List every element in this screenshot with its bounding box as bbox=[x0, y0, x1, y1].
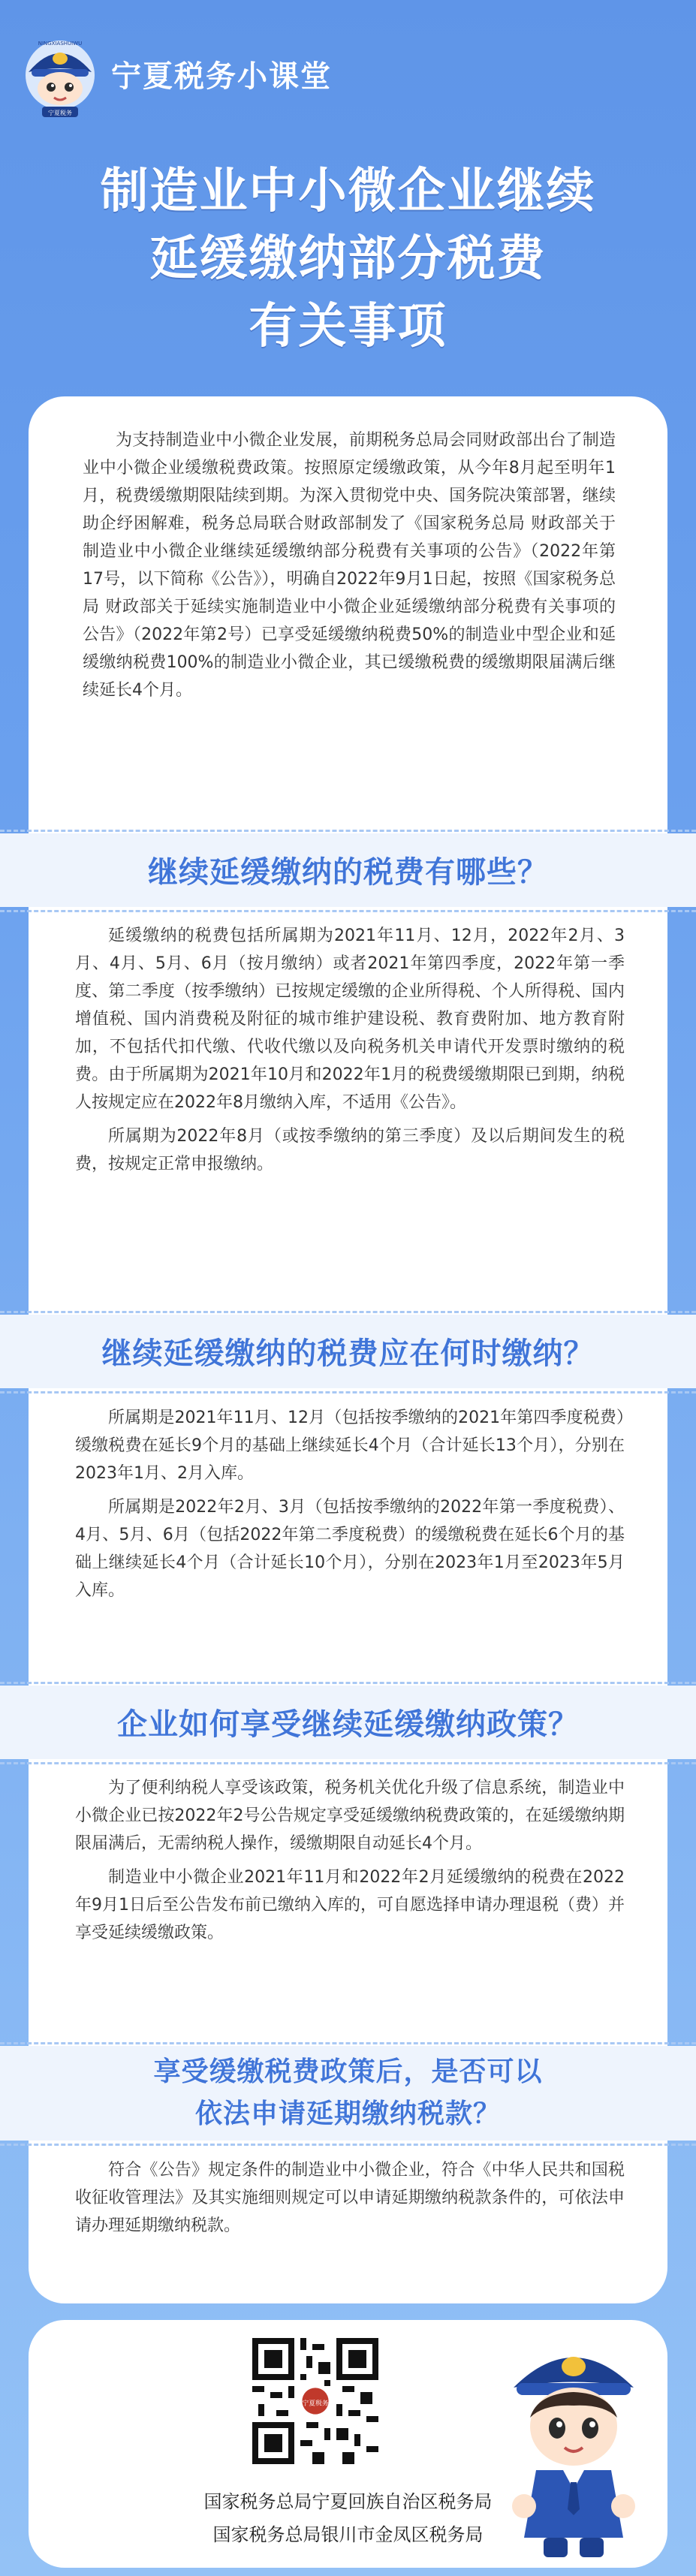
section-2-title: 继续延缓缴纳的税费应在何时缴纳？ bbox=[101, 1336, 595, 1371]
section-3-paragraph: 为了便利纳税人享受该政策，税务机关优化升级了信息系统，制造业中小微企业已按2022年2号公告规定享受延缓缴纳税费政策的，在延缓缴纳期限届满后，无需纳税人操作，缓缴期限自动延长4个月。 bbox=[75, 1779, 625, 1853]
title-line-3: 有关事项 bbox=[249, 299, 447, 354]
badge-small-text: 宁夏税务 bbox=[48, 110, 72, 116]
section-1-title: 继续延缓缴纳的税费有哪些？ bbox=[148, 855, 548, 890]
qr-center-label: 宁夏税务 bbox=[302, 2400, 329, 2408]
badge-top-text: NINGXIASHUIWU bbox=[38, 41, 83, 47]
section-1-body bbox=[75, 922, 625, 1178]
qr-code-icon bbox=[252, 2338, 378, 2464]
divider bbox=[0, 2144, 696, 2146]
section-1-paragraph: 延缓缴纳的税费包括所属期为2021年11月、12月，2022年2月、3月、4月、5月、6月（按月缴纳）或者2021年第四季度，2022年第一季度、第二季度（按季缴纳）已按规定缓缴的企业所得税、个人所得税、国内增值税、国内消费税及附征的城市维护建设税、教育费附加、地方教育附加，不包括代扣代缴、代收代缴以及向税务机关申请代开发票时缴纳的税费。由于所属期为2021年10月和2022年1月的税费缓缴期限已到期，纳税人按规定应在2022年8月缴纳入库，不适用《公告》。 bbox=[75, 926, 625, 1112]
section-3-body bbox=[75, 1774, 625, 1947]
divider bbox=[0, 2042, 696, 2044]
divider bbox=[0, 830, 696, 832]
footer-line-1: 国家税务总局宁夏回族自治区税务局 bbox=[203, 2491, 493, 2512]
section-1-paragraph: 所属期为2022年8月（或按季缴纳的第三季度）及以后期间发生的税费，按规定正常申报缴纳。 bbox=[75, 1127, 625, 1174]
section-4-title bbox=[0, 2051, 696, 2135]
title-line-1: 制造业中小微企业继续 bbox=[100, 164, 596, 219]
page-title bbox=[0, 158, 696, 360]
section-4-title-line-1: 享受缓缴税费政策后，是否可以 bbox=[153, 2056, 543, 2087]
title-line-2: 延缓缴纳部分税费 bbox=[149, 231, 547, 287]
section-2-body bbox=[75, 1404, 625, 1604]
mascot-badge-icon bbox=[15, 29, 105, 119]
divider bbox=[0, 1311, 696, 1313]
section-3-title: 企业如何享受继续延缓缴纳政策？ bbox=[117, 1707, 579, 1742]
divider bbox=[0, 1391, 696, 1393]
intro-section bbox=[83, 426, 616, 704]
divider bbox=[0, 1682, 696, 1684]
mascot-officer-icon bbox=[491, 2335, 656, 2560]
footer-line-2: 国家税务总局银川市金凤区税务局 bbox=[212, 2524, 484, 2545]
section-4-paragraph: 符合《公告》规定条件的制造业中小微企业，符合《中华人民共和国税收征收管理法》及其实施细则规定可以申请延期缴纳税款条件的，可依法申请办理延期缴纳税款。 bbox=[75, 2161, 625, 2235]
section-4-title-line-2: 依法申请延期缴纳税款？ bbox=[194, 2098, 501, 2129]
brand-name: 宁夏税务小课堂 bbox=[111, 59, 332, 94]
section-2-paragraph: 所属期是2021年11月、12月（包括按季缴纳的2021年第四季度税费）缓缴税费在延长9个月的基础上继续延长4个月（合计延长13个月），分别在2023年1月、2月入库。 bbox=[75, 1409, 625, 1483]
divider bbox=[0, 910, 696, 912]
header bbox=[0, 0, 696, 150]
section-4-body bbox=[75, 2156, 625, 2240]
section-3-paragraph: 制造业中小微企业2021年11月和2022年2月延缓缴纳的税费在2022年9月1日后至公告发布前已缴纳入库的，可自愿选择申请办理退税（费）并享受延续缓缴政策。 bbox=[75, 1868, 625, 1942]
intro-paragraph: 为支持制造业中小微企业发展，前期税务总局会同财政部出台了制造业中小微企业缓缴税费政策。按照原定缓缴政策，从今年8月起至明年1月，税费缓缴期限陆续到期。为深入贯彻党中央、国务院决策部署，继续助企纾困解难，税务总局联合财政部制发了《国家税务总局 财政部关于制造业中小微企业继续延缓缴纳部分税费有关事项的公告》（2022年第17号，以下简称《公告》），明确自2022年9月1日起，按照《国家税务总局 财政部关于延续实施制造业中小微企业延缓缴纳部分税费有关事项的公告》（2022年第2号）已享受延缓缴纳税费50%的制造业中型企业和延缓缴纳税费100%的制造业小微企业，其已缓缴税费的缓缴期限届满后继续延长4个月。 bbox=[83, 431, 616, 700]
divider bbox=[0, 1762, 696, 1764]
section-2-paragraph: 所属期是2022年2月、3月（包括按季缴纳的2022年第一季度税费）、4月、5月、6月（包括2022年第二季度税费）的缓缴税费在延长6个月的基础上继续延长4个月（合计延长10个月），分别在2023年1月至2023年5月入库。 bbox=[75, 1498, 625, 1600]
